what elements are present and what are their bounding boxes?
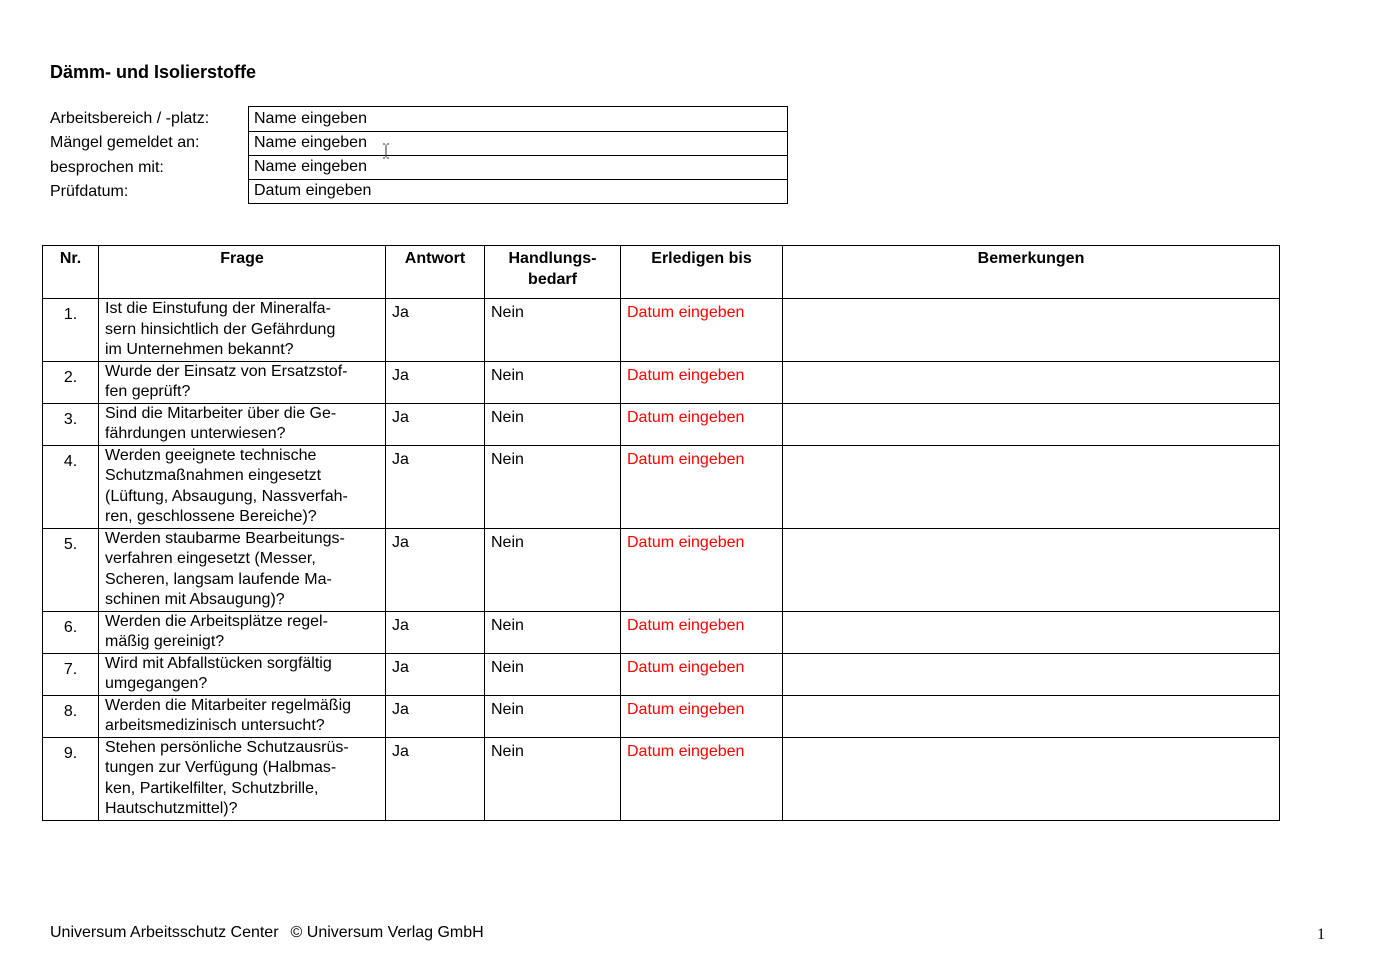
question-line: Sind die Mitarbeiter über die Ge-	[105, 404, 337, 422]
question-line: Werden geeignete technische	[105, 446, 317, 464]
question-line: Werden die Arbeitsplätze regel-	[105, 612, 328, 630]
question-line: Wurde der Einsatz von Ersatzstof-	[105, 362, 348, 380]
due-date-field[interactable]: Datum eingeben	[621, 695, 783, 737]
row-number: 3.	[43, 403, 99, 445]
label-besprochen-mit: besprochen mit:	[50, 159, 164, 176]
question-cell	[99, 403, 386, 445]
question-line: Werden staubarme Bearbeitungs-	[105, 529, 345, 547]
action-needed-field[interactable]: Nein	[485, 611, 621, 653]
action-needed-field[interactable]: Nein	[485, 445, 621, 528]
question-line: Ist die Einstufung der Mineralfa-	[105, 300, 331, 317]
footer	[50, 924, 484, 942]
question-line: tungen zur Verfügung (Halbmas-	[105, 759, 337, 776]
remarks-field[interactable]	[783, 299, 1280, 362]
question-line: verfahren eingesetzt (Messer,	[105, 550, 316, 567]
question-line: ken, Partikelfilter, Schutzbrille,	[105, 779, 319, 797]
question-line: im Unternehmen bekannt?	[105, 341, 294, 358]
question-line: sern hinsichtlich der Gefährdung	[105, 320, 336, 338]
header-handlungsbedarf-line2: bedarf	[528, 270, 577, 288]
remarks-field[interactable]	[783, 403, 1280, 445]
row-number: 1.	[43, 299, 99, 362]
table-row	[43, 361, 1280, 403]
due-date-field[interactable]: Datum eingeben	[621, 445, 783, 528]
question-line: Werden die Mitarbeiter regelmäßig	[105, 696, 352, 714]
footer-copyright: © Universum Verlag GmbH	[290, 924, 484, 941]
text-cursor-icon	[381, 143, 391, 159]
row-number: 7.	[43, 653, 99, 695]
header-frage: Frage	[99, 246, 386, 299]
footer-center-name: Universum Arbeitsschutz Center	[50, 924, 279, 941]
row-number: 4.	[43, 445, 99, 528]
answer-field[interactable]: Ja	[386, 737, 485, 820]
row-number: 2.	[43, 361, 99, 403]
header-nr: Nr.	[43, 246, 99, 299]
question-cell	[99, 611, 386, 653]
due-date-field[interactable]: Datum eingeben	[621, 611, 783, 653]
due-date-field[interactable]: Datum eingeben	[621, 403, 783, 445]
question-line: arbeitsmedizinisch untersucht?	[105, 717, 325, 734]
question-line: umgegangen?	[105, 675, 208, 692]
answer-field[interactable]: Ja	[386, 361, 485, 403]
remarks-field[interactable]	[783, 611, 1280, 653]
row-number: 8.	[43, 695, 99, 737]
table-row	[43, 695, 1280, 737]
question-line: fen geprüft?	[105, 383, 191, 400]
page-title: Dämm- und Isolierstoffe	[50, 62, 257, 82]
label-maengel-gemeldet: Mängel gemeldet an:	[50, 134, 200, 151]
header-antwort: Antwort	[386, 246, 485, 299]
remarks-field[interactable]	[783, 695, 1280, 737]
action-needed-field[interactable]: Nein	[485, 299, 621, 362]
action-needed-field[interactable]: Nein	[485, 403, 621, 445]
table-row	[43, 611, 1280, 653]
table-row	[43, 737, 1280, 820]
answer-field[interactable]: Ja	[386, 445, 485, 528]
answer-field[interactable]: Ja	[386, 528, 485, 611]
question-cell	[99, 445, 386, 528]
table-row	[43, 653, 1280, 695]
question-line: Scheren, langsam laufende Ma-	[105, 570, 332, 588]
question-cell	[99, 695, 386, 737]
table-row	[43, 403, 1280, 445]
answer-field[interactable]: Ja	[386, 403, 485, 445]
question-cell	[99, 528, 386, 611]
remarks-field[interactable]	[783, 737, 1280, 820]
table-row	[43, 528, 1280, 611]
remarks-field[interactable]	[783, 361, 1280, 403]
question-cell	[99, 361, 386, 403]
maengel-gemeldet-field[interactable]: Name eingeben	[248, 131, 788, 156]
header-erledigen-bis: Erledigen bis	[621, 246, 783, 299]
header-handlungsbedarf	[485, 246, 621, 299]
header-bemerkungen: Bemerkungen	[783, 246, 1280, 299]
action-needed-field[interactable]: Nein	[485, 695, 621, 737]
page-number: 1	[1317, 926, 1325, 943]
due-date-field[interactable]: Datum eingeben	[621, 528, 783, 611]
due-date-field[interactable]: Datum eingeben	[621, 361, 783, 403]
due-date-field[interactable]: Datum eingeben	[621, 299, 783, 362]
question-line: Schutzmaßnahmen eingesetzt	[105, 467, 322, 484]
answer-field[interactable]: Ja	[386, 611, 485, 653]
due-date-field[interactable]: Datum eingeben	[621, 737, 783, 820]
table-row	[43, 299, 1280, 362]
row-number: 6.	[43, 611, 99, 653]
pruefdatum-field[interactable]: Datum eingeben	[248, 179, 788, 204]
arbeitsbereich-field[interactable]: Name eingeben	[248, 106, 788, 132]
question-cell	[99, 299, 386, 362]
question-line: mäßig gereinigt?	[105, 633, 225, 650]
remarks-field[interactable]	[783, 445, 1280, 528]
question-line: Hautschutzmittel)?	[105, 800, 238, 817]
action-needed-field[interactable]: Nein	[485, 361, 621, 403]
question-line: (Lüftung, Absaugung, Nassverfah-	[105, 487, 348, 505]
label-arbeitsbereich: Arbeitsbereich / -platz:	[50, 110, 210, 127]
answer-field[interactable]: Ja	[386, 653, 485, 695]
header-handlungsbedarf-line1: Handlungs-	[508, 250, 597, 267]
question-cell	[99, 737, 386, 820]
table-row	[43, 445, 1280, 528]
action-needed-field[interactable]: Nein	[485, 737, 621, 820]
action-needed-field[interactable]: Nein	[485, 653, 621, 695]
question-cell	[99, 653, 386, 695]
table-header-row	[43, 246, 1280, 299]
question-line: Wird mit Abfallstücken sorgfältig	[105, 654, 332, 672]
question-line: schinen mit Absaugung)?	[105, 591, 285, 608]
answer-field[interactable]: Ja	[386, 695, 485, 737]
row-number: 5.	[43, 528, 99, 611]
checklist-table	[42, 245, 1280, 821]
row-number: 9.	[43, 737, 99, 820]
question-line: ren, geschlossene Bereiche)?	[105, 508, 317, 525]
label-pruefdatum: Prüfdatum:	[50, 183, 129, 200]
remarks-field[interactable]	[783, 653, 1280, 695]
due-date-field[interactable]: Datum eingeben	[621, 653, 783, 695]
remarks-field[interactable]	[783, 528, 1280, 611]
action-needed-field[interactable]: Nein	[485, 528, 621, 611]
question-line: fährdungen unterwiesen?	[105, 425, 286, 442]
besprochen-mit-field[interactable]: Name eingeben	[248, 155, 788, 180]
answer-field[interactable]: Ja	[386, 299, 485, 362]
question-line: Stehen persönliche Schutzausrüs-	[105, 738, 349, 756]
